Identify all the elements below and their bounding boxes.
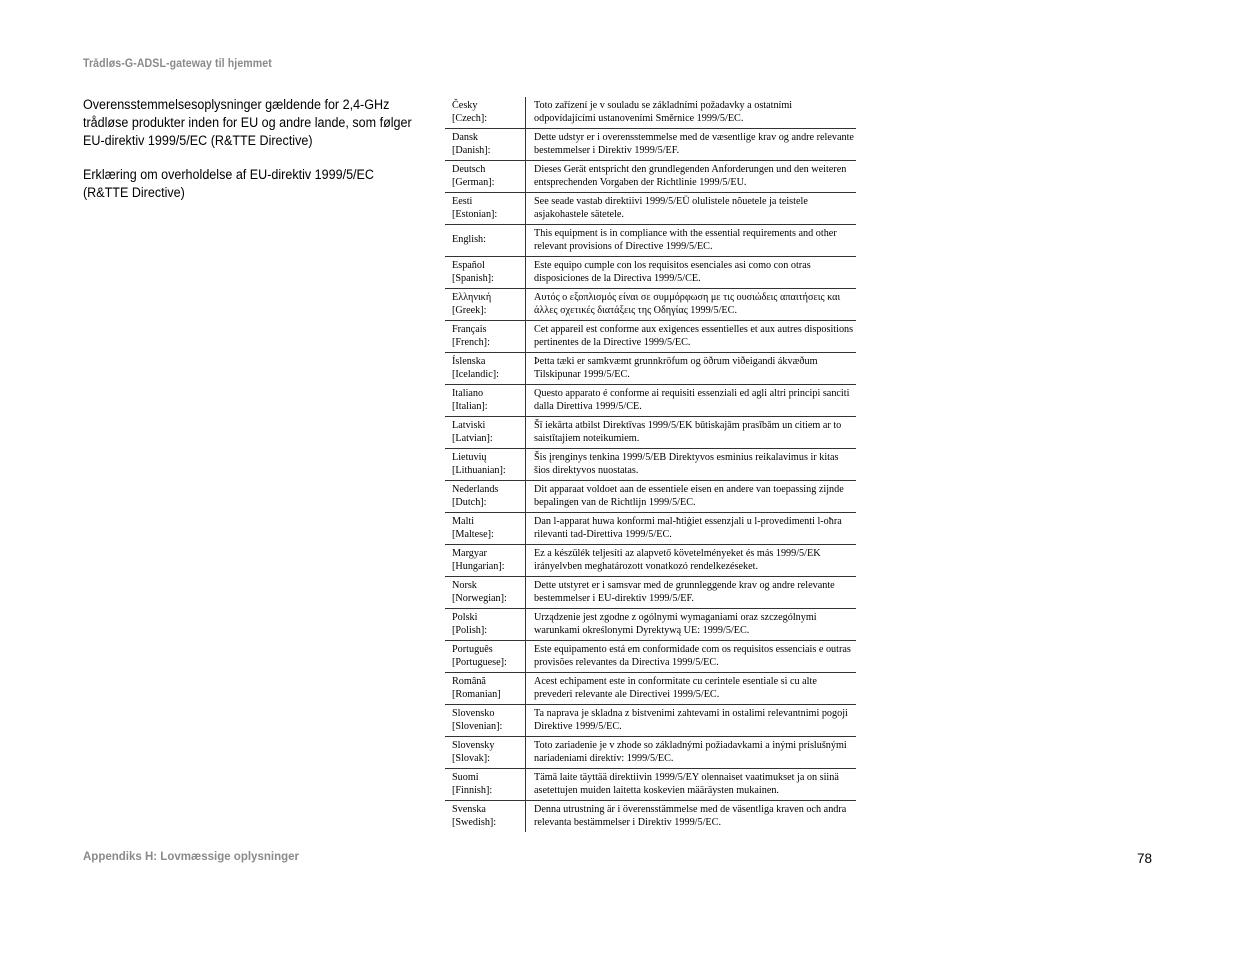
- language-cell: [445, 673, 526, 705]
- language-name: Română: [452, 676, 486, 688]
- declaration-text: Denna utrustning är i överensstämmelse med de väsentliga kraven och andra relevanta bestämmelser i Direktiv 1999/5/EC.: [534, 804, 847, 828]
- language-english-name: [Maltese]:: [452, 528, 494, 540]
- language-name: Italiano: [452, 388, 484, 400]
- declaration-text: Toto zařízení je v souladu se základními požadavky a ostatními odpovídajícími ustanoveními Směrnice 1999/5/EC.: [526, 97, 857, 129]
- intro-paragraph-declaration: Erklæring om overholdelse af EU-direktiv 1999/5/EC (R&TTE Directive): [83, 167, 374, 200]
- language-english-name: [Lithuanian]:: [452, 464, 506, 476]
- language-cell: [445, 577, 526, 609]
- language-cell: [445, 225, 526, 257]
- running-header: Trådløs-G-ADSL-gateway til hjemmet: [83, 58, 272, 70]
- language-cell: [445, 481, 526, 513]
- declaration-text: Þetta tæki er samkvæmt grunnkröfum og öðrum viðeigandi ákvæðum Tilskipunar 1999/5/EC.: [526, 353, 857, 385]
- table-row: [445, 705, 856, 737]
- language-cell: [445, 129, 526, 161]
- language-name: Suomi: [452, 772, 479, 784]
- declaration-text: Ta naprava je skladna z bistvenimi zahtevami in ostalimi relevantnimi pogoji Direktive 1999/5/EC.: [526, 705, 857, 737]
- language-cell: [445, 801, 526, 833]
- table-row: [445, 97, 856, 129]
- declaration-text: Dette utstyret er i samsvar med de grunnleggende krav og andre relevante bestemmelser i EU-direktiv 1999/5/EF.: [526, 577, 857, 609]
- language-cell: [445, 193, 526, 225]
- language-cell: [445, 737, 526, 769]
- table-row: [445, 225, 856, 257]
- language-english-name: [Dutch]:: [452, 496, 487, 508]
- language-name: Slovensky: [452, 740, 495, 752]
- table-row: [445, 513, 856, 545]
- language-name: Slovensko: [452, 708, 495, 720]
- language-cell: [445, 417, 526, 449]
- declaration-text: Questo apparato é conforme ai requisiti essenziali ed agli altri principi sanciti dalla Direttiva 1999/5/CE.: [526, 385, 857, 417]
- language-english-name: [Norwegian]:: [452, 592, 507, 604]
- language-english-name: [Finnish]:: [452, 784, 493, 796]
- language-name: Deutsch: [452, 164, 486, 176]
- table-row: [445, 449, 856, 481]
- language-name: Polski: [452, 612, 478, 624]
- language-english-name: [French]:: [452, 336, 490, 348]
- language-name: Česky: [452, 100, 478, 112]
- table-row: [445, 609, 856, 641]
- language-english-name: [Slovenian]:: [452, 720, 503, 732]
- table-row: [445, 353, 856, 385]
- language-cell: [445, 385, 526, 417]
- declaration-text: Dieses Gerät entspricht den grundlegenden Anforderungen und den weiteren entsprechenden Vorgaben der Richtlinie 1999/5/EU.: [526, 161, 857, 193]
- language-cell: [445, 353, 526, 385]
- language-english-name: [Romanian]: [452, 688, 501, 700]
- language-name: Malti: [452, 516, 475, 528]
- language-english-name: [Slovak]:: [452, 752, 490, 764]
- table-row: [445, 577, 856, 609]
- table-row: [445, 289, 856, 321]
- declaration-table: [445, 97, 856, 832]
- language-english-name: [Portuguese]:: [452, 656, 507, 668]
- declaration-text: This equipment is in compliance with the essential requirements and other relevant provisions of Directive 1999/5/EC.: [526, 225, 857, 257]
- declaration-text: Toto zariadenie je v zhode so základnými požiadavkami a inými príslušnými nariadeniami direktív: 1999/5/EC.: [526, 737, 857, 769]
- declaration-text: Este equipo cumple con los requisitos esenciales asi como con otras disposiciones de la Directiva 1999/5/CE.: [526, 257, 857, 289]
- declaration-table-container: [445, 97, 856, 832]
- language-name: Lietuvių: [452, 452, 487, 464]
- table-row: [445, 737, 856, 769]
- language-cell: [445, 513, 526, 545]
- declaration-text: Ez a készülék teljesíti az alapvető követelményeket és más 1999/5/EK irányelvben meghatározott vonatkozó rendelkezéseket.: [526, 545, 857, 577]
- language-english-name: [Swedish]:: [452, 816, 497, 828]
- language-cell: [445, 641, 526, 673]
- language-name: Dansk: [452, 132, 479, 144]
- language-english-name: [Italian]:: [452, 400, 488, 412]
- page-number: 78: [1137, 851, 1153, 866]
- language-cell: [445, 769, 526, 801]
- language-english-name: [Icelandic]:: [452, 368, 499, 380]
- declaration-text: Acest echipament este in conformitate cu cerintele esentiale si cu alte prevederi relevante ale Directivei 1999/5/EC.: [526, 673, 857, 705]
- language-english-name: [Polish]:: [452, 624, 488, 636]
- declaration-text: Urządzenie jest zgodne z ogólnymi wymaganiami oraz szczególnymi warunkami określonymi Dyrektywą UE: 1999/5/EC.: [526, 609, 857, 641]
- table-row: [445, 321, 856, 353]
- language-cell: [445, 321, 526, 353]
- language-english-name: [Spanish]:: [452, 272, 494, 284]
- declaration-text: Este equipamento está em conformidade com os requisitos essenciais e outras provisões relevantes da Directiva 1999/5/EC.: [526, 641, 857, 673]
- declaration-text: Dan l-apparat huwa konformi mal-ħtiġiet essenzjali u l-provedimenti l-oħra rilevanti tad-Direttiva 1999/5/EC.: [526, 513, 857, 545]
- language-cell: [445, 257, 526, 289]
- language-english-name: [Danish]:: [452, 144, 491, 156]
- table-row: [445, 385, 856, 417]
- language-name: Español: [452, 260, 485, 272]
- language-name: Margyar: [452, 548, 487, 560]
- table-row: [445, 769, 856, 801]
- language-name: Français: [452, 324, 487, 336]
- language-name: English:: [452, 234, 486, 246]
- language-cell: [445, 289, 526, 321]
- declaration-text: Cet appareil est conforme aux exigences essentielles et aux autres dispositions pertinentes de la Directive 1999/5/EC.: [526, 321, 857, 353]
- table-row: [445, 129, 856, 161]
- language-cell: [445, 97, 526, 129]
- declaration-table-body: [445, 97, 856, 832]
- table-row: [445, 193, 856, 225]
- language-cell: [445, 545, 526, 577]
- language-name: Norsk: [452, 580, 477, 592]
- declaration-text: Αυτός ο εξοπλισμός είναι σε συμμόρφωση με τις ουσιώδεις απαιτήσεις και άλλες σχετικές διατάξεις της Οδηγίας 1999/5/EC.: [526, 289, 857, 321]
- table-row: [445, 417, 856, 449]
- table-row: [445, 545, 856, 577]
- language-cell: [445, 705, 526, 737]
- declaration-text: Dette udstyr er i overensstemmelse med de væsentlige krav og andre relevante bestemmelser i Direktiv 1999/5/EF.: [526, 129, 857, 161]
- declaration-text: Tämä laite täyttää direktiivin 1999/5/EY olennaiset vaatimukset ja on siinä asetettujen muiden laitetta koskevien määräysten mukainen.: [526, 769, 857, 801]
- declaration-text: Šī iekārta atbilst Direktīvas 1999/5/EK būtiskajām prasībām un citiem ar to saistītajiem noteikumiem.: [526, 417, 857, 449]
- language-cell: [445, 449, 526, 481]
- intro-paragraph-compliance: Overensstemmelsesoplysninger gældende for 2,4-GHz trådløse produkter inden for EU og andre lande, som følger EU-direktiv 1999/5/EC (R&TTE Directive): [83, 97, 412, 148]
- language-name: Português: [452, 644, 493, 656]
- language-name: Svenska: [452, 804, 486, 816]
- declaration-text: Dit apparaat voldoet aan de essentiele eisen en andere van toepassing zijnde bepalingen van de Richtlijn 1999/5/EC.: [526, 481, 857, 513]
- language-name: Nederlands: [452, 484, 499, 496]
- language-cell: [445, 161, 526, 193]
- table-row: [445, 257, 856, 289]
- language-name: Íslenska: [452, 356, 486, 368]
- language-name: Ελληνική: [452, 292, 492, 304]
- language-english-name: [German]:: [452, 176, 495, 188]
- language-english-name: [Hungarian]:: [452, 560, 505, 572]
- language-english-name: [Estonian]:: [452, 208, 498, 220]
- declaration-text: See seade vastab direktiivi 1999/5/EÜ olulistele nõuetele ja teistele asjakohastele sätetele.: [526, 193, 857, 225]
- intro-column: [83, 96, 423, 218]
- table-row: [445, 161, 856, 193]
- language-english-name: [Greek]:: [452, 304, 487, 316]
- language-cell: [445, 609, 526, 641]
- footer-section-title: Appendiks H: Lovmæssige oplysninger: [83, 851, 299, 863]
- table-row: [445, 801, 856, 833]
- language-english-name: [Czech]:: [452, 112, 488, 124]
- language-name: Eesti: [452, 196, 473, 208]
- table-row: [445, 673, 856, 705]
- declaration-text: Šis įrenginys tenkina 1999/5/EB Direktyvos esminius reikalavimus ir kitas šios direktyvos nuostatas.: [526, 449, 857, 481]
- language-english-name: [Latvian]:: [452, 432, 493, 444]
- table-row: [445, 641, 856, 673]
- table-row: [445, 481, 856, 513]
- language-name: Latviski: [452, 420, 486, 432]
